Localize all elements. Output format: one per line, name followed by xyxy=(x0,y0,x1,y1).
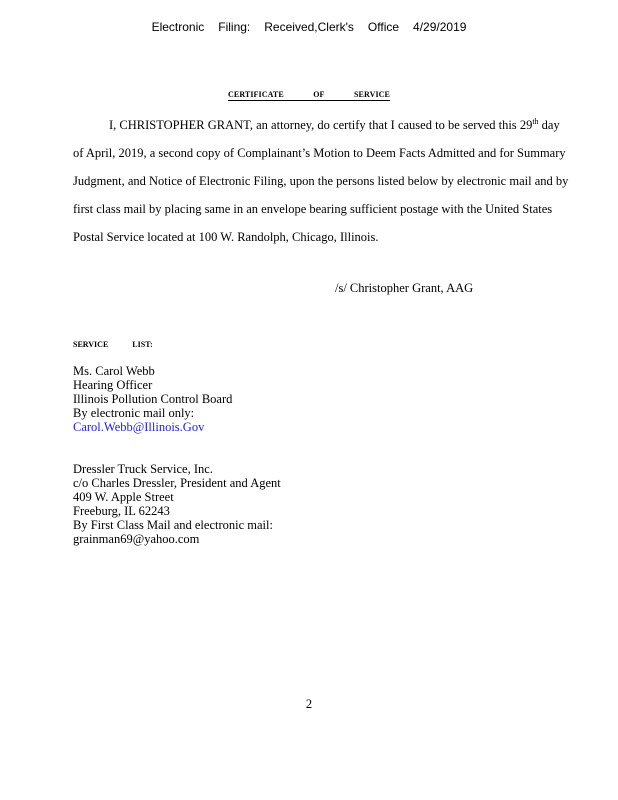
signature-line: /s/ Christopher Grant, AAG xyxy=(335,281,474,295)
recipient2-street: 409 W. Apple Street xyxy=(73,490,174,504)
header-date: 4/29/2019 xyxy=(413,20,467,34)
recipient2-name: Dressler Truck Service, Inc. xyxy=(73,462,213,476)
header-filing: Filing: xyxy=(218,20,251,34)
electronic-filing-header xyxy=(0,20,618,34)
recipient1-title: Hearing Officer xyxy=(73,378,153,392)
certificate-of-service-title xyxy=(228,90,390,101)
service-list-heading xyxy=(73,340,153,349)
service-heading-word2: LIST: xyxy=(132,340,153,349)
body-text-part2: day of April, 2019, a second copy of Complainant’s Motion to Deem Facts Admitted and for Summary Judgment, and Notice of Electronic Filing, upon the persons listed below by electronic mail and by first class mail by placing same in an envelope bearing sufficient postage with the United States Postal Service located at 100 W. Randolph, Chicago, Illinois. xyxy=(73,118,569,244)
page-number: 2 xyxy=(305,697,313,711)
recipient-hearing-officer xyxy=(73,364,232,434)
header-received: Received,Clerk's xyxy=(264,20,354,34)
certification-paragraph xyxy=(73,111,573,251)
recipient2-attn: c/o Charles Dressler, President and Agent xyxy=(73,476,281,490)
recipient2-city: Freeburg, IL 62243 xyxy=(73,504,170,518)
cert-word-certificate: CERTIFICATE xyxy=(228,90,284,99)
header-office: Office xyxy=(367,20,400,34)
recipient1-email-link[interactable]: Carol.Webb@Illinois.Gov xyxy=(73,420,205,434)
header-electronic: Electronic xyxy=(151,20,205,34)
recipient1-method: By electronic mail only: xyxy=(73,406,195,420)
recipient2-email: grainman69@yahoo.com xyxy=(73,532,200,546)
body-day-suffix: th xyxy=(532,116,539,126)
body-text-part1: I, CHRISTOPHER GRANT, an attorney, do certify that I caused to be served this xyxy=(109,118,517,132)
cert-word-service: SERVICE xyxy=(353,90,390,99)
body-day-number: 29 xyxy=(519,118,533,132)
recipient1-org: Illinois Pollution Control Board xyxy=(73,392,233,406)
service-heading-word1: SERVICE xyxy=(73,340,109,349)
recipient-respondent xyxy=(73,462,281,546)
recipient2-method: By First Class Mail and electronic mail: xyxy=(73,518,273,532)
cert-word-of: OF xyxy=(313,90,325,99)
recipient1-name: Ms. Carol Webb xyxy=(73,364,155,378)
